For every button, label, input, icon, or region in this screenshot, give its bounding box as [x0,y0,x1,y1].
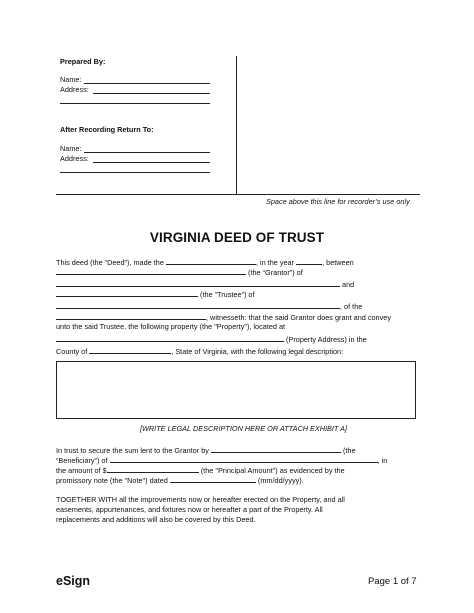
trustee-address-field[interactable] [56,301,340,309]
legal-description-caption: [WRITE LEGAL DESCRIPTION HERE OR ATTACH EXHIBIT A] [140,424,348,433]
witnesseth-text: , witnesseth: that the said Grantor does grant and convey [206,313,391,322]
trustee-text: (the “Trustee”) of [200,290,255,299]
principal-amount-text: (the "Principal Amount") as evidenced by the [200,466,345,475]
prepared-name-field[interactable] [84,83,210,84]
prepared-name-label: Name: [60,75,82,84]
body-line-5 [56,301,362,311]
grantor-name-field[interactable] [56,267,246,275]
year-text: , in the year [255,258,295,267]
principal-amount-field[interactable] [107,465,199,473]
beneficiary-text: “Beneficiary”) of [56,456,108,465]
return-name-field[interactable] [84,152,210,153]
body-line-4 [56,289,255,299]
return-address-field[interactable] [93,162,210,163]
trust-line-4 [56,475,304,485]
date-format-text: (mm/dd/yyyy). [257,476,304,485]
return-name-label: Name: [60,144,82,153]
beneficiary-address-field[interactable] [110,455,378,463]
deed-year-field[interactable] [296,257,322,265]
body-line-7 [56,322,285,331]
sum-lent-text: In trust to secure the sum lent to the Grantor by [56,446,209,455]
body-line-2 [56,267,303,277]
together-line-1: TOGETHER WITH all the improvements now or hereafter erected on the Property, and all [56,495,345,504]
legal-description-text: , State of Virginia, with the following legal description: [171,347,344,356]
trust-line-1 [56,445,356,455]
together-line-3: replacements and additions will also be covered by this Deed. [56,515,256,524]
trust-line-3 [56,465,345,475]
jurisdiction-field[interactable] [56,312,206,320]
beneficiary-name-field[interactable] [211,445,341,453]
of-the-text: , of the [340,302,363,311]
and-text: and [342,280,355,289]
grantor-text: (the “Grantor”) of [248,268,303,277]
together-line-2: easements, appurtenances, and fixtures now or hereafter a part of the Property. All [56,505,323,514]
note-date-field[interactable] [170,475,256,483]
deed-day-field[interactable] [166,257,256,265]
header-vertical-divider [236,56,237,194]
esign-logo: eSign [56,574,91,588]
county-of-text: County of [56,347,88,356]
document-title: VIRGINIA DEED OF TRUST [149,230,325,245]
body-line-9 [56,346,343,356]
note-dated-text: promissory note (the "Note") dated [56,476,168,485]
deed-made-text: This deed (the “Deed”), made the [56,258,164,267]
trust-line-2 [56,455,387,465]
legal-description-box[interactable] [56,361,416,419]
in-text: , in [377,456,388,465]
the-text: (the [342,446,356,455]
body-line-6 [56,312,391,322]
body-line-1 [56,257,354,267]
return-address-field-2[interactable] [60,172,210,173]
grantor-address-field[interactable] [56,279,340,287]
prepared-by-label: Prepared By: [60,57,106,66]
property-located-text: unto the said Trustee, the following property (the "Property"), located at [56,322,286,331]
return-address-label: Address: [60,154,89,163]
prepared-address-field-2[interactable] [60,103,210,104]
page-number: Page 1 of 7 [368,576,417,587]
recorder-line [56,194,420,195]
prepared-address-label: Address: [60,85,89,94]
recorder-note: Space above this line for recorder’s use only [266,197,410,206]
return-to-label: After Recording Return To: [60,125,154,134]
trustee-name-field[interactable] [56,289,198,297]
county-field[interactable] [89,346,171,354]
body-line-8 [56,334,367,344]
property-address-text: (Property Address) in the [286,335,367,344]
prepared-address-field[interactable] [93,93,210,94]
between-text: , between [322,258,354,267]
body-line-3 [56,279,354,289]
property-address-field[interactable] [56,334,284,342]
amount-text: the amount of $ [56,466,107,475]
